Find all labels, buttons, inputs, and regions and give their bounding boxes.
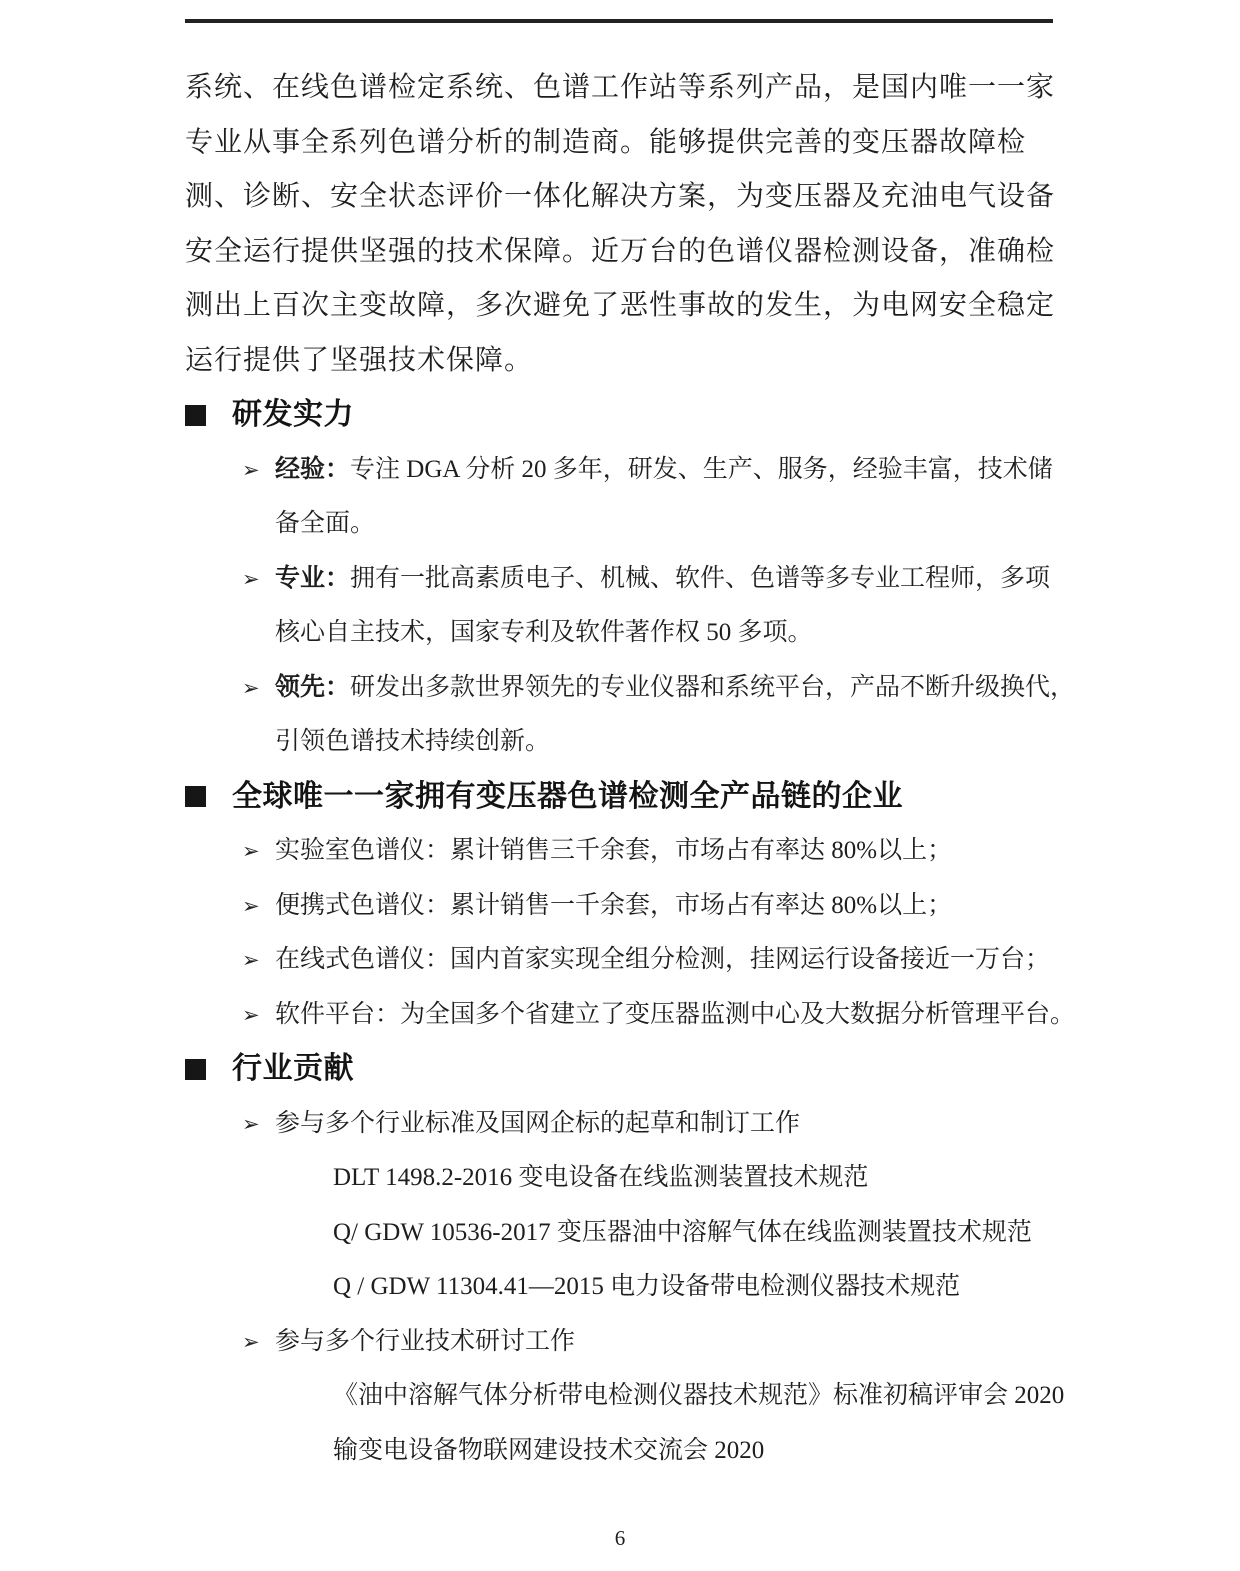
section-heading-text: 全球唯一一家拥有变压器色谱检测全产品链的企业 — [232, 779, 903, 813]
bullet-label: 经验： — [275, 455, 351, 483]
page-number: 6 — [614, 1526, 626, 1550]
seminar-line: 输变电设备物联网建设技术交流会 2020 — [333, 1436, 765, 1464]
intro-line: 系统、在线色谱检定系统、色谱工作站等系列产品，是国内唯一一家 — [185, 72, 1056, 103]
standard-line: Q / GDW 11304.41—2015 电力设备带电检测仪器技术规范 — [333, 1273, 961, 1300]
intro-line: 测出上百次主变故障，多次避免了恶性事故的发生，为电网安全稳定 — [185, 290, 1056, 321]
bullet-item-software-platform — [185, 988, 1076, 1043]
arrow-bullet-icon: ➢ — [242, 457, 260, 482]
bullet-text — [275, 661, 1075, 716]
bullet-text: 在线式色谱仪：国内首家实现全组分检测，挂网运行设备接近一万台； — [275, 946, 1051, 973]
bullet-item-online-chromatograph — [185, 933, 1060, 988]
bullet-label: 专业： — [275, 564, 351, 592]
black-square-icon — [185, 405, 206, 426]
bullet-continuation: 核心自主技术，国家专利及软件著作权 50 多项。 — [275, 619, 813, 646]
standard-line: Q/ GDW 10536-2017 变压器油中溶解气体在线监测装置技术规范 — [333, 1218, 1032, 1246]
section-heading-text: 研发实力 — [232, 398, 354, 431]
bullet-text: 软件平台：为全国多个省建立了变压器监测中心及大数据分析管理平台。 — [275, 1000, 1076, 1028]
bullet-item-lab-chromatograph — [185, 824, 1060, 879]
standard-line: DLT 1498.2-2016 变电设备在线监测装置技术规范 — [333, 1164, 869, 1191]
section-heading-industry — [185, 1042, 1060, 1097]
black-square-icon — [185, 786, 206, 807]
seminar-line: 《油中溶解气体分析带电检测仪器技术规范》标准初稿评审会 2020 — [333, 1382, 1065, 1409]
header-rule — [185, 19, 1053, 23]
bullet-continuation: 引领色谱技术持续创新。 — [275, 728, 551, 755]
bullet-continuation: 备全面。 — [275, 510, 376, 537]
section-heading-text: 行业贡献 — [232, 1052, 354, 1085]
arrow-bullet-icon: ➢ — [242, 893, 260, 918]
bullet-item-portable-chromatograph — [185, 879, 1060, 934]
arrow-bullet-icon: ➢ — [242, 839, 260, 863]
bullet-item-leading — [185, 661, 1076, 716]
bullet-text: 实验室色谱仪：累计销售三千余套，市场占有率达 80%以上； — [275, 837, 953, 864]
arrow-bullet-icon: ➢ — [242, 1002, 260, 1027]
bullet-text — [275, 443, 1053, 498]
bullet-item-professional — [185, 552, 1060, 607]
intro-line: 运行提供了坚强技术保障。 — [185, 344, 534, 376]
intro-line: 专业从事全系列色谱分析的制造商。能够提供完善的变压器故障检 — [185, 126, 1027, 158]
bullet-text: 参与多个行业标准及国网企标的起草和制订工作 — [275, 1109, 801, 1137]
arrow-bullet-icon: ➢ — [242, 566, 260, 591]
bullet-text — [275, 552, 1050, 607]
section-heading-rd — [185, 388, 1060, 443]
bullet-item-standards — [185, 1097, 1060, 1152]
arrow-bullet-icon: ➢ — [242, 1111, 260, 1136]
bullet-body: 研发出多款世界领先的专业仪器和系统平台，产品不断升级换代， — [350, 673, 1076, 701]
intro-line: 测、诊断、安全状态评价一体化解决方案，为变压器及充油电气设备 — [185, 181, 1056, 212]
section-heading-global — [185, 770, 1060, 825]
bullet-item-seminars — [185, 1315, 1060, 1370]
bullet-body: 拥有一批高素质电子、机械、软件、色谱等多专业工程师，多项 — [350, 564, 1051, 592]
page-content — [185, 61, 1076, 1478]
arrow-bullet-icon: ➢ — [242, 675, 260, 700]
bullet-text: 参与多个行业技术研讨工作 — [275, 1327, 576, 1355]
arrow-bullet-icon: ➢ — [242, 1329, 260, 1354]
bullet-text: 便携式色谱仪：累计销售一千余套，市场占有率达 80%以上； — [275, 891, 953, 919]
arrow-bullet-icon: ➢ — [242, 948, 260, 972]
bullet-item-experience — [185, 443, 1060, 498]
intro-line: 安全运行提供坚强的技术保障。近万台的色谱仪器检测设备，准确检 — [185, 235, 1056, 267]
bullet-label: 领先： — [275, 673, 351, 701]
bullet-body: 专注 DGA 分析 20 多年，研发、生产、服务，经验丰富，技术储 — [350, 455, 1053, 483]
black-square-icon — [185, 1059, 206, 1080]
